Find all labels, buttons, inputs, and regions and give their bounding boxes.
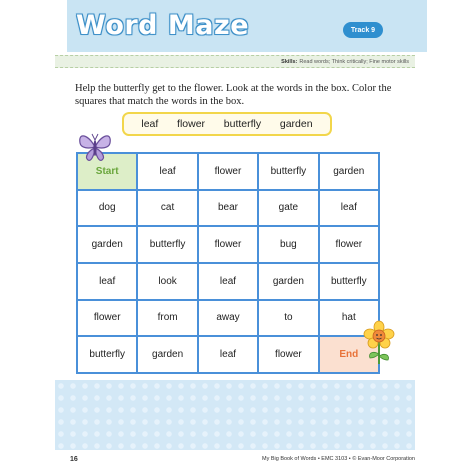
word-box-item: butterfly [223, 118, 262, 130]
maze-cell[interactable]: butterfly [258, 153, 318, 190]
maze-cell[interactable]: bug [258, 226, 318, 263]
maze-cell[interactable]: cat [137, 190, 197, 227]
maze-cell[interactable]: look [137, 263, 197, 300]
maze-cell[interactable]: leaf [77, 263, 137, 300]
maze-cell[interactable]: bear [198, 190, 258, 227]
flower-icon [362, 320, 396, 368]
maze-cell[interactable]: garden [258, 263, 318, 300]
word-box-item: flower [177, 118, 206, 130]
maze-cell[interactable]: leaf [198, 263, 258, 300]
word-box [122, 112, 332, 136]
maze-cell[interactable]: dog [77, 190, 137, 227]
word-box-item: leaf [141, 118, 159, 130]
decorative-bottom-band [55, 380, 415, 450]
skills-bar [55, 55, 415, 68]
skills-text: Read words; Think critically; Fine motor skills [299, 58, 409, 65]
maze-cell[interactable]: garden [137, 336, 197, 373]
maze-cell[interactable]: butterfly [319, 263, 379, 300]
footer [70, 452, 415, 466]
maze-cell[interactable]: butterfly [137, 226, 197, 263]
page-number: 16 [70, 455, 78, 463]
instructions: Help the butterfly get to the flower. Look at the words in the box. Color the squares that match the words in the box. [75, 83, 392, 107]
maze-cell[interactable]: away [198, 300, 258, 337]
maze-cell[interactable]: flower [198, 153, 258, 190]
maze-cell[interactable]: leaf [198, 336, 258, 373]
maze-end-cell[interactable]: End [319, 336, 379, 373]
maze-cell[interactable]: flower [198, 226, 258, 263]
maze-cell[interactable]: to [258, 300, 318, 337]
maze-cell[interactable]: butterfly [77, 336, 137, 373]
maze-cell[interactable]: garden [319, 153, 379, 190]
word-box-item: garden [279, 118, 313, 130]
maze-cell[interactable]: flower [319, 226, 379, 263]
maze-cell[interactable]: garden [77, 226, 137, 263]
maze-start-cell[interactable]: Start [77, 153, 137, 190]
maze-cell[interactable]: flower [258, 336, 318, 373]
skills-label: Skills: [281, 58, 298, 65]
word-maze-grid [76, 152, 380, 374]
maze-cell[interactable]: leaf [137, 153, 197, 190]
maze-cell[interactable]: hat [319, 300, 379, 337]
maze-cell[interactable]: gate [258, 190, 318, 227]
maze-cell[interactable]: from [137, 300, 197, 337]
maze-cell[interactable]: flower [77, 300, 137, 337]
butterfly-icon [76, 130, 114, 164]
maze-cell[interactable]: leaf [319, 190, 379, 227]
footer-credit: My Big Book of Words • EMC 3103 • © Evan-Moor Corporation [261, 456, 415, 462]
track-badge: Track 9 [343, 22, 383, 38]
page-title: Word Maze [76, 10, 250, 41]
